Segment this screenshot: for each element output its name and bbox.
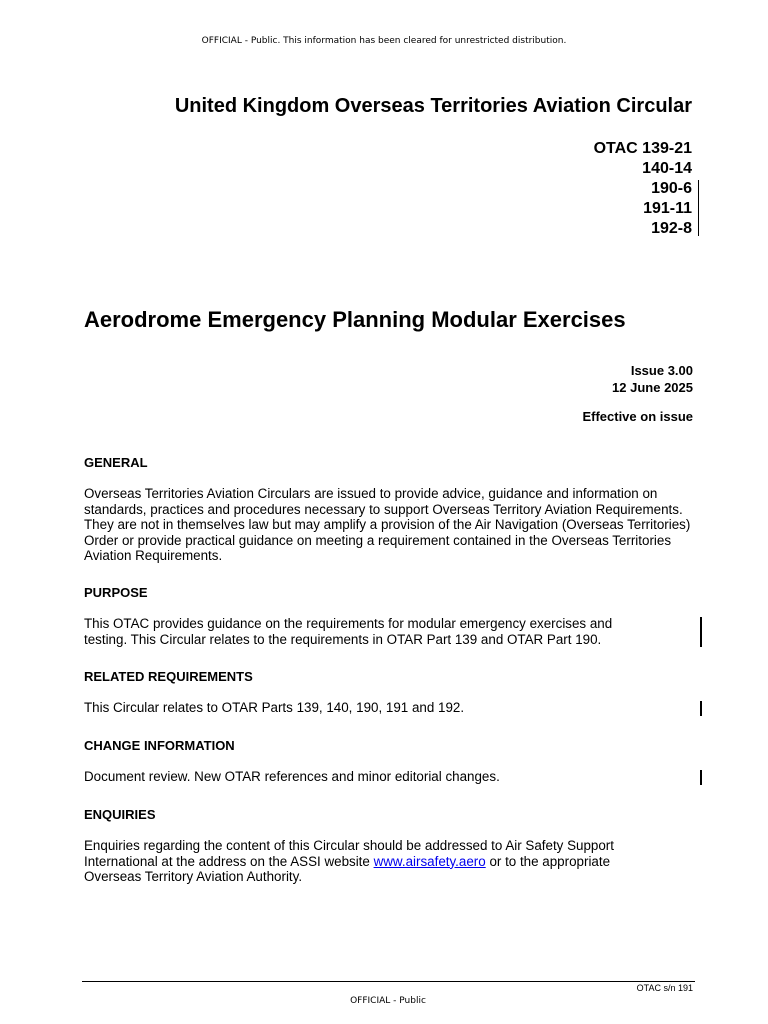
circular-series-title: United Kingdom Overseas Territories Aviation Circular [174,95,692,117]
issue-number: Issue 3.00 [630,363,693,378]
revision-bar [700,701,702,716]
enquiries-paragraph [84,838,659,885]
general-paragraph: Overseas Territories Aviation Circulars are issued to provide advice, guidance and information on standards, practices and procedures necessary to support Overseas Territory Aviation Requirements. They are not in themselves law but may amplify a provision of the Air Navigation (Overseas Territories) Order or provide practical guidance on meeting a requirement contained in the Overseas Territories Aviation Requirements. [84,486,691,563]
issue-info [480,362,693,396]
section-heading-related-requirements: RELATED REQUIREMENTS [84,669,253,684]
document-title: Aerodrome Emergency Planning Modular Exercises [84,307,626,332]
footer-rule [82,981,695,982]
top-classification-marking: OFFICIAL - Public. This information has been cleared for unrestricted distribution. [201,36,567,46]
otac-reference: 191-11 [643,200,692,217]
otac-reference-list [480,139,692,239]
revision-bar [700,770,702,785]
issue-date: 12 June 2025 [612,380,693,395]
revision-bar [700,617,702,647]
otac-reference: OTAC 139-21 [593,140,692,157]
section-heading-change-information: CHANGE INFORMATION [84,738,235,753]
enquiries-text-start: Enquiries regarding the content of this Circular should be addressed to Air Safety Support International at the address on the ASSI website [84,838,614,869]
bottom-classification-marking: OFFICIAL - Public [350,996,426,1006]
otac-reference: 192-8 [651,220,692,237]
effective-date: Effective on issue [582,409,693,424]
section-heading-purpose: PURPOSE [84,585,148,600]
revision-bar [698,180,699,236]
otac-serial-number: OTAC s/n 191 [636,983,693,993]
purpose-paragraph: This OTAC provides guidance on the requirements for modular emergency exercises and testing. This Circular relates to the requirements in OTAR Part 139 and OTAR Part 190. [84,616,613,647]
related-requirements-paragraph: This Circular relates to OTAR Parts 139, 140, 190, 191 and 192. [84,700,465,715]
section-heading-general: GENERAL [84,455,148,470]
change-information-paragraph: Document review. New OTAR references and minor editorial changes. [84,769,500,784]
otac-reference: 190-6 [651,180,692,197]
enquiries-text-end: or to the appropriate Overseas Territory Aviation Authority. [84,853,611,884]
otac-reference: 140-14 [642,160,692,177]
assi-website-link[interactable]: www.airsafety.aero [373,853,486,869]
section-heading-enquiries: ENQUIRIES [84,807,156,822]
